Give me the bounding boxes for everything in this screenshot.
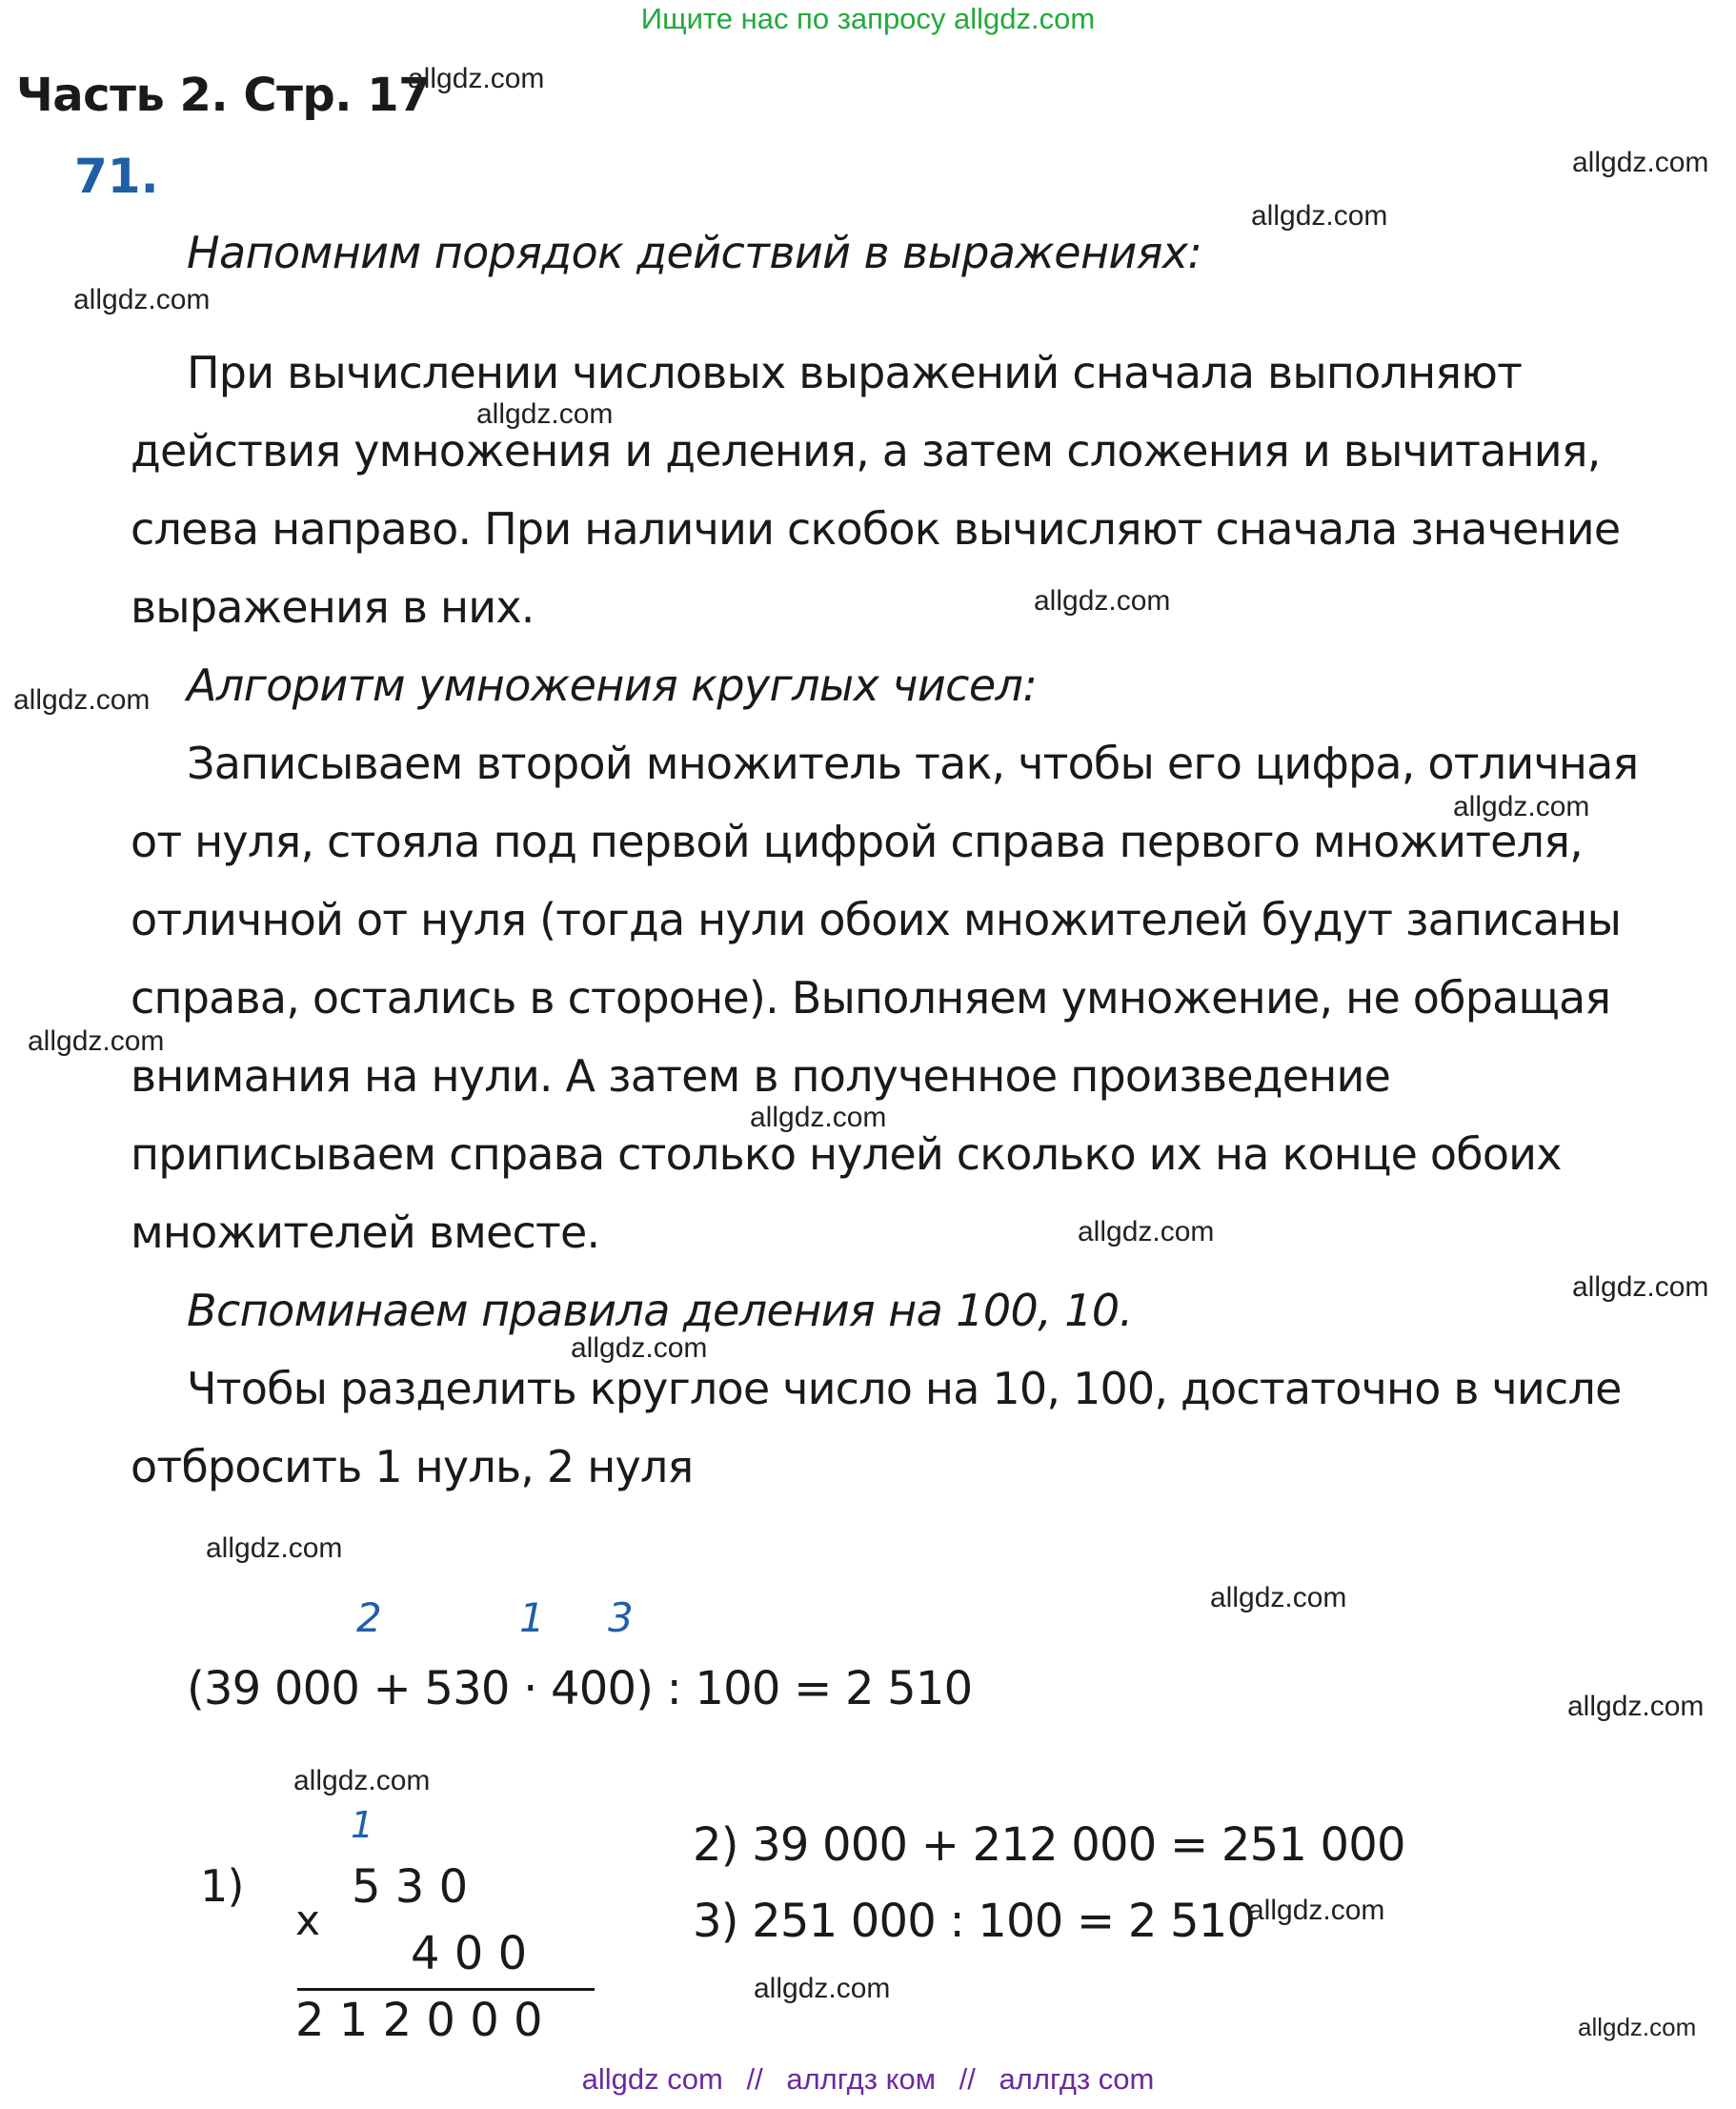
bottom-link-2[interactable]: аллгдз ком — [786, 2062, 937, 2096]
watermark: allgdz.com — [1078, 1216, 1215, 1247]
watermark: allgdz.com — [1578, 2013, 1697, 2041]
watermark: allgdz.com — [13, 684, 151, 716]
step1-result-line — [297, 1988, 595, 1991]
bottom-separator: // — [959, 2062, 976, 2096]
watermark: allgdz.com — [1572, 1271, 1709, 1303]
order-mark-1: 1 — [519, 1594, 545, 1641]
watermark: allgdz.com — [73, 284, 211, 315]
watermark: allgdz.com — [1572, 147, 1709, 178]
watermark: allgdz.com — [408, 63, 545, 94]
watermark: allgdz.com — [28, 1025, 165, 1057]
order-mark-2: 2 — [356, 1594, 382, 1641]
round-line-6: приписываем справа столько нулей сколько их на конце обоих — [131, 1128, 1562, 1180]
heading-division: Вспоминаем правила деления на 100, 10. — [187, 1285, 1133, 1336]
watermark: allgdz.com — [1210, 1582, 1347, 1613]
watermark: allgdz.com — [1567, 1691, 1705, 1722]
division-line-2: отбросить 1 нуль, 2 нуля — [131, 1441, 694, 1492]
watermark: allgdz.com — [1453, 791, 1590, 822]
watermark: allgdz.com — [754, 1973, 891, 2004]
heading-order: Напомним порядок действий в выражениях: — [187, 227, 1202, 278]
order-line-1: При вычислении числовых выражений сначала выполняют — [187, 347, 1523, 398]
round-line-7: множителей вместе. — [131, 1207, 600, 1258]
heading-round: Алгоритм умножения круглых чисел: — [187, 659, 1038, 711]
watermark: allgdz.com — [206, 1532, 343, 1564]
watermark: allgdz.com — [293, 1765, 431, 1796]
watermark: allgdz.com — [1251, 200, 1388, 232]
step1-factor2: 4 0 0 — [411, 1927, 528, 1980]
step3: 3) 251 000 : 100 = 2 510 — [693, 1895, 1256, 1948]
watermark: allgdz.com — [750, 1102, 887, 1133]
round-line-4: справа, остались в стороне). Выполняем умножение, не обращая — [131, 972, 1611, 1024]
main-expression: (39 000 + 530 · 400) : 100 = 2 510 — [187, 1662, 973, 1715]
round-line-1: Записываем второй множитель так, чтобы его цифра, отличная — [187, 738, 1639, 789]
bottom-links[interactable] — [0, 2062, 1736, 2097]
step1-product: 2 1 2 0 0 0 — [295, 1994, 543, 2047]
round-line-3: отличной от нуля (тогда нули обоих множителей будут записаны — [131, 894, 1622, 945]
page-title: Часть 2. Стр. 17 — [16, 69, 431, 122]
watermark: allgdz.com — [476, 398, 614, 430]
step1-factor1: 5 3 0 — [352, 1860, 469, 1914]
round-line-2: от нуля, стояла под первой цифрой справа первого множителя, — [131, 816, 1583, 867]
step1-carry: 1 — [351, 1804, 374, 1846]
division-line-1: Чтобы разделить круглое число на 10, 100, достаточно в числе — [187, 1363, 1622, 1414]
step2: 2) 39 000 + 212 000 = 251 000 — [693, 1818, 1405, 1872]
watermark: allgdz.com — [571, 1332, 708, 1364]
order-line-4: выражения в них. — [131, 581, 535, 633]
task-number: 71. — [74, 149, 159, 204]
order-line-3: слева направо. При наличии скобок вычисляют сначала значение — [131, 503, 1621, 555]
bottom-link-3[interactable]: аллгдз com — [999, 2062, 1155, 2096]
bottom-link-1[interactable]: allgdz com — [581, 2062, 723, 2096]
bottom-separator: // — [746, 2062, 763, 2096]
order-mark-3: 3 — [608, 1594, 634, 1641]
step1-multiply-sign: x — [295, 1896, 320, 1945]
watermark: allgdz.com — [1034, 585, 1171, 617]
watermark: allgdz.com — [1248, 1895, 1385, 1926]
top-banner[interactable]: Ищите нас по запросу allgdz.com — [640, 2, 1096, 35]
order-line-2: действия умножения и деления, а затем сложения и вычитания, — [131, 425, 1601, 477]
round-line-5: внимания на нули. А затем в полученное произведение — [131, 1050, 1391, 1102]
step1-label: 1) — [200, 1860, 244, 1912]
